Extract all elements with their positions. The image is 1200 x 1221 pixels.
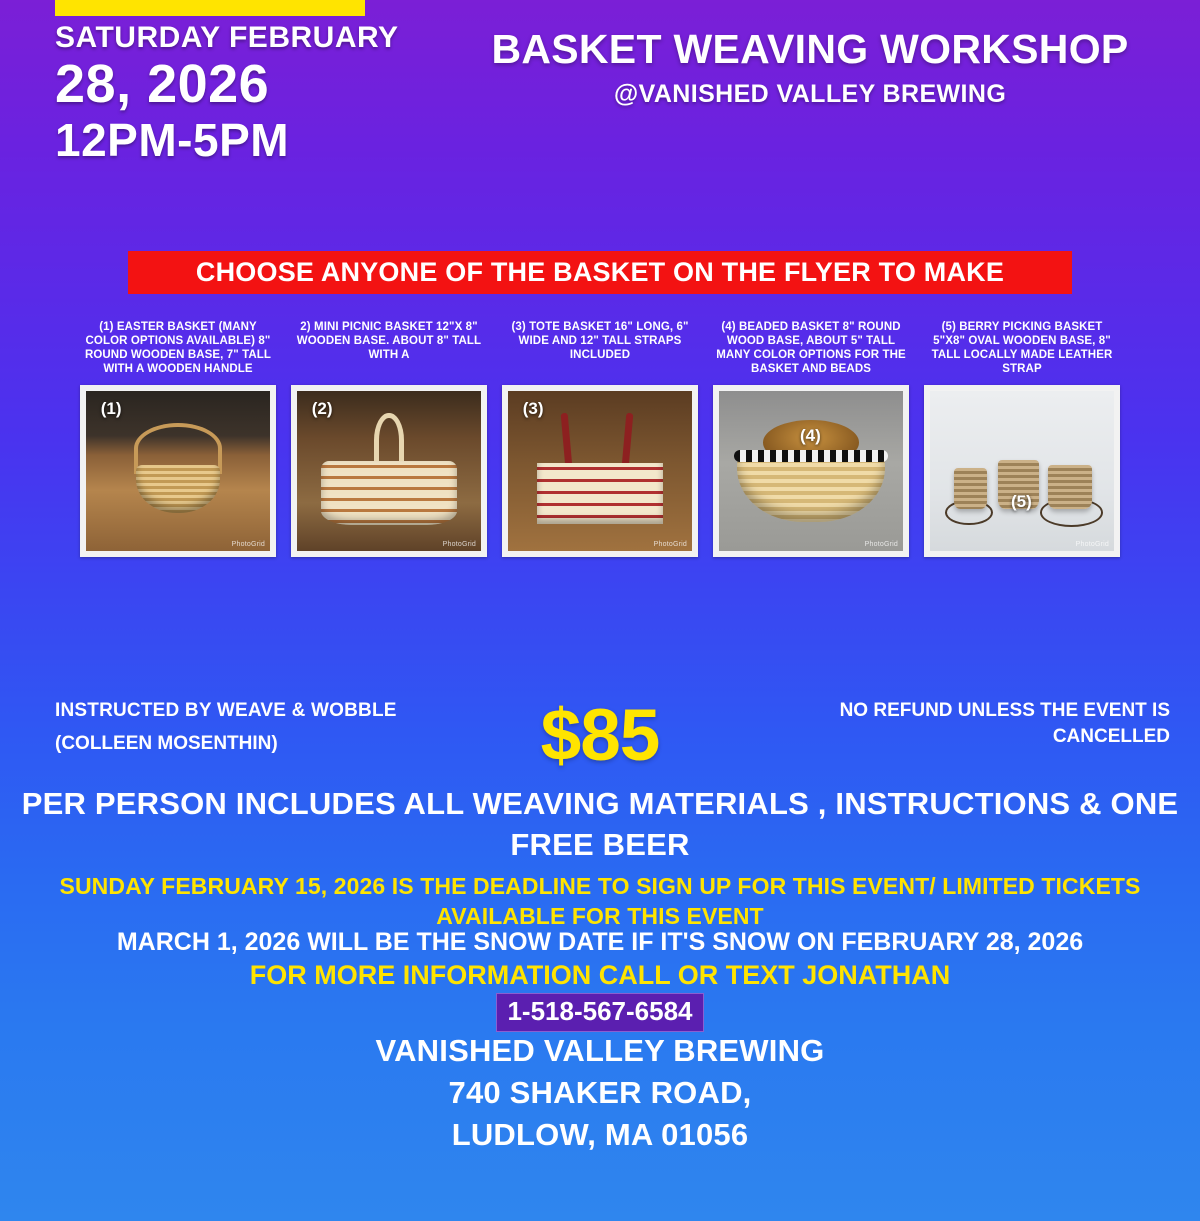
venue-tag: @VANISHED VALLEY BREWING <box>613 80 1007 108</box>
event-date-block <box>55 22 399 167</box>
list-item <box>713 320 909 557</box>
list-item <box>502 320 698 557</box>
event-time: 12PM-5PM <box>55 113 290 166</box>
phone-number[interactable]: 1-518-567-6584 <box>496 993 703 1032</box>
venue-name: VANISHED VALLEY BREWING <box>375 1033 825 1068</box>
snow-date: MARCH 1, 2026 WILL BE THE SNOW DATE IF IT'S SNOW ON FEBRUARY 28, 2026 <box>116 928 1084 956</box>
event-date-line2: 28, 2026 <box>55 53 270 114</box>
page-title: BASKET WEAVING WORKSHOP <box>491 26 1129 72</box>
photo-watermark: PhotoGrid <box>653 541 687 548</box>
choose-basket-banner <box>128 251 1072 294</box>
list-item <box>80 320 276 557</box>
basket-number-badge: (1) <box>100 399 122 418</box>
basket-caption: (4) BEADED BASKET 8" ROUND WOOD BASE, ABOUT 5" TALL MANY COLOR OPTIONS FOR THE BASKET AND BEADS <box>716 321 906 376</box>
address-line2: LUDLOW, MA 01056 <box>451 1116 749 1152</box>
photo-watermark: PhotoGrid <box>231 541 265 548</box>
price-includes: PER PERSON INCLUDES ALL WEAVING MATERIALS , INSTRUCTIONS & ONE FREE BEER <box>21 786 1179 863</box>
venue-address <box>0 1030 1200 1156</box>
signup-deadline: SUNDAY FEBRUARY 15, 2026 IS THE DEADLINE TO SIGN UP FOR THIS EVENT/ LIMITED TICKETS AVAILABLE FOR THIS EVENT <box>59 873 1141 929</box>
basket-caption: 2) MINI PICNIC BASKET 12"X 8" WOODEN BASE. ABOUT 8" TALL WITH A <box>296 321 482 362</box>
basket-number-badge: (3) <box>522 399 544 418</box>
basket-caption: (1) EASTER BASKET (MANY COLOR OPTIONS AVAILABLE) 8" ROUND WOODEN BASE, 7" TALL WITH A WOODEN HANDLE <box>84 321 272 376</box>
list-item <box>924 320 1120 557</box>
basket-number-badge: (5) <box>1010 491 1032 511</box>
photo-watermark: PhotoGrid <box>1075 541 1109 548</box>
phone-row <box>0 993 1200 1032</box>
basket-number-badge: (4) <box>799 426 821 446</box>
photo-watermark: PhotoGrid <box>864 541 898 548</box>
basket-photo <box>713 385 909 557</box>
contact-label: FOR MORE INFORMATION CALL OR TEXT JONATHAN <box>249 960 951 990</box>
instructor-line2: (COLLEEN MOSENTHIN) <box>55 733 278 754</box>
choose-basket-banner-label: CHOOSE ANYONE OF THE BASKET ON THE FLYER TO MAKE <box>195 257 1005 287</box>
event-date-line1: SATURDAY FEBRUARY <box>55 21 399 54</box>
basket-options-list <box>80 320 1120 557</box>
basket-photo <box>502 385 698 557</box>
list-item <box>291 320 487 557</box>
photo-watermark: PhotoGrid <box>442 541 476 548</box>
refund-policy: NO REFUND UNLESS THE EVENT IS CANCELLED <box>839 700 1170 747</box>
top-yellow-bar <box>55 0 365 16</box>
basket-photo <box>924 385 1120 557</box>
basket-number-badge: (2) <box>311 399 333 418</box>
basket-caption: (3) TOTE BASKET 16" LONG, 6" WIDE AND 12" TALL STRAPS INCLUDED <box>511 321 689 362</box>
price-amount: $85 <box>540 695 660 776</box>
basket-photo <box>80 385 276 557</box>
address-line1: 740 SHAKER ROAD, <box>448 1074 752 1110</box>
instructor-line1: INSTRUCTED BY WEAVE & WOBBLE <box>55 700 397 721</box>
basket-photo <box>291 385 487 557</box>
basket-caption: (5) BERRY PICKING BASKET 5"X8" OVAL WOODEN BASE, 8" TALL LOCALLY MADE LEATHER STRAP <box>931 321 1113 376</box>
